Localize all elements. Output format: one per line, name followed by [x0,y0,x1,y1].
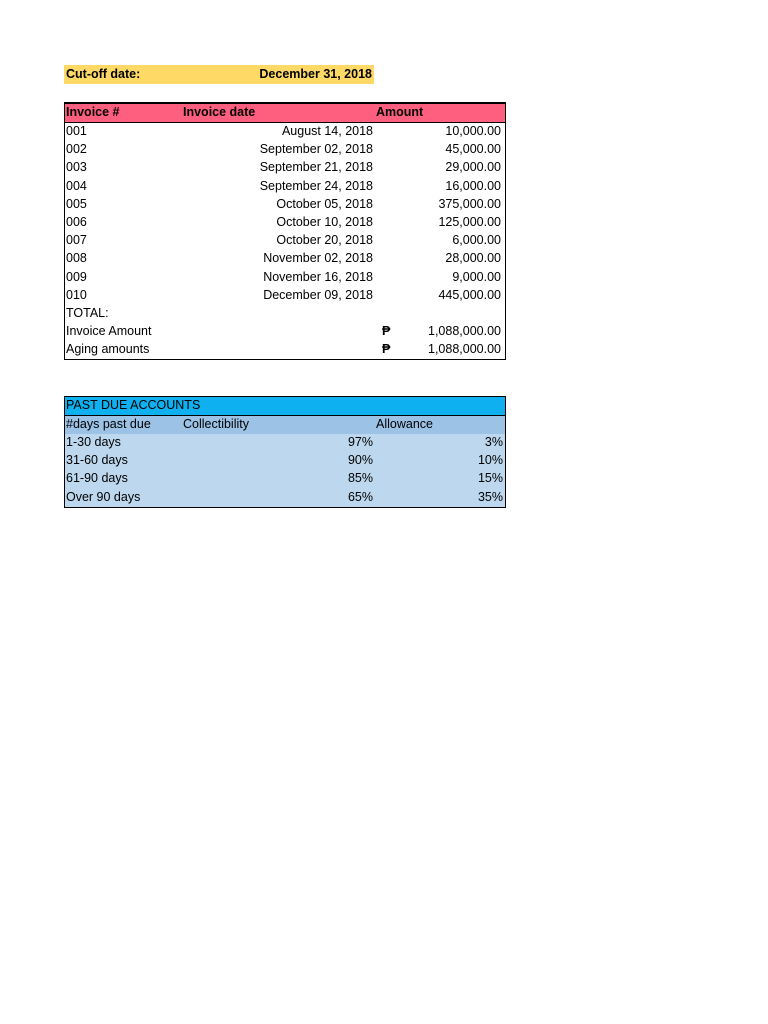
days-range-cell[interactable]: Over 90 days [66,489,141,504]
invoice-amount-total-row [65,323,505,341]
invoice-date-cell[interactable]: October 10, 2018 [276,214,373,229]
invoice-table-header [65,102,505,123]
invoice-number-cell[interactable]: 003 [66,160,87,175]
invoice-amount-total-value[interactable]: 1,088,000.00 [428,324,501,339]
invoice-amount-cell[interactable]: 29,000.00 [445,160,501,175]
invoice-amount-label[interactable]: Invoice Amount [66,324,152,339]
past-due-table [64,396,506,508]
invoice-date-cell[interactable]: August 14, 2018 [281,124,373,138]
invoice-amount-cell[interactable]: 375,000.00 [438,196,501,211]
days-range-cell[interactable]: 31-60 days [66,453,128,468]
invoice-number-cell[interactable]: 007 [66,233,87,248]
table-row [65,178,505,196]
aging-amounts-label[interactable]: Aging amounts [66,342,150,357]
header-days-past-due[interactable]: #days past due [66,417,151,431]
peso-currency-icon: ₱ [382,342,391,357]
allowance-cell[interactable]: 15% [477,471,503,486]
header-invoice-number[interactable]: Invoice # [66,105,120,119]
invoice-date-cell[interactable]: September 21, 2018 [259,160,373,175]
invoice-amount-cell[interactable]: 10,000.00 [445,124,501,138]
invoice-number-cell[interactable]: 006 [66,214,87,229]
invoice-date-cell[interactable]: October 05, 2018 [276,196,373,211]
table-row [65,196,505,214]
invoice-number-cell[interactable]: 010 [66,287,87,302]
header-amount[interactable]: Amount [376,105,424,119]
invoice-amount-cell[interactable]: 9,000.00 [452,269,501,284]
collectibility-cell[interactable]: 65% [347,489,373,504]
table-row [65,287,505,305]
collectibility-cell[interactable]: 90% [347,453,373,468]
allowance-cell[interactable]: 3% [484,435,503,449]
invoice-number-cell[interactable]: 002 [66,142,87,157]
total-label[interactable]: TOTAL: [66,305,109,320]
table-row [65,434,505,452]
invoice-date-cell[interactable]: November 16, 2018 [263,269,373,284]
days-range-cell[interactable]: 61-90 days [66,471,128,486]
invoice-amount-cell[interactable]: 28,000.00 [445,251,501,266]
invoice-number-cell[interactable]: 005 [66,196,87,211]
invoice-amount-cell[interactable]: 125,000.00 [438,214,501,229]
invoice-date-cell[interactable]: October 20, 2018 [276,233,373,248]
invoice-date-cell[interactable]: December 09, 2018 [263,287,373,302]
invoice-amount-cell[interactable]: 16,000.00 [445,178,501,193]
total-label-row [65,305,505,323]
table-row [65,470,505,488]
invoice-number-cell[interactable]: 008 [66,251,87,266]
past-due-title[interactable]: PAST DUE ACCOUNTS [66,398,201,412]
collectibility-cell[interactable]: 85% [347,471,373,486]
table-row [65,232,505,250]
header-collectibility[interactable]: Collectibility [183,417,249,431]
invoice-number-cell[interactable]: 009 [66,269,87,284]
table-row [65,269,505,287]
table-row [65,250,505,268]
cutoff-date-label: Cut-off date: [66,67,141,81]
invoice-date-cell[interactable]: September 24, 2018 [259,178,373,193]
cutoff-date-value[interactable]: December 31, 2018 [259,67,372,81]
invoice-date-cell[interactable]: November 02, 2018 [263,251,373,266]
table-row [65,159,505,177]
days-range-cell[interactable]: 1-30 days [66,435,121,449]
table-row [65,141,505,159]
header-allowance[interactable]: Allowance [376,417,433,431]
aging-amounts-row [65,341,505,359]
header-invoice-date[interactable]: Invoice date [183,105,256,119]
table-row [65,214,505,232]
invoice-number-cell[interactable]: 001 [66,124,87,138]
past-due-title-row [65,397,505,416]
invoice-date-cell[interactable]: September 02, 2018 [259,142,373,157]
peso-currency-icon: ₱ [382,324,391,339]
invoice-number-cell[interactable]: 004 [66,178,87,193]
allowance-cell[interactable]: 10% [477,453,503,468]
aging-amounts-value[interactable]: 1,088,000.00 [428,342,501,357]
invoice-amount-cell[interactable]: 45,000.00 [445,142,501,157]
collectibility-cell[interactable]: 97% [347,435,373,449]
invoice-amount-cell[interactable]: 6,000.00 [452,233,501,248]
invoice-amount-cell[interactable]: 445,000.00 [438,287,501,302]
table-row [65,489,505,507]
past-due-header [65,416,505,434]
allowance-cell[interactable]: 35% [477,489,503,504]
table-row [65,123,505,141]
cutoff-date-row [64,65,374,84]
table-row [65,452,505,470]
invoice-table [64,102,506,360]
